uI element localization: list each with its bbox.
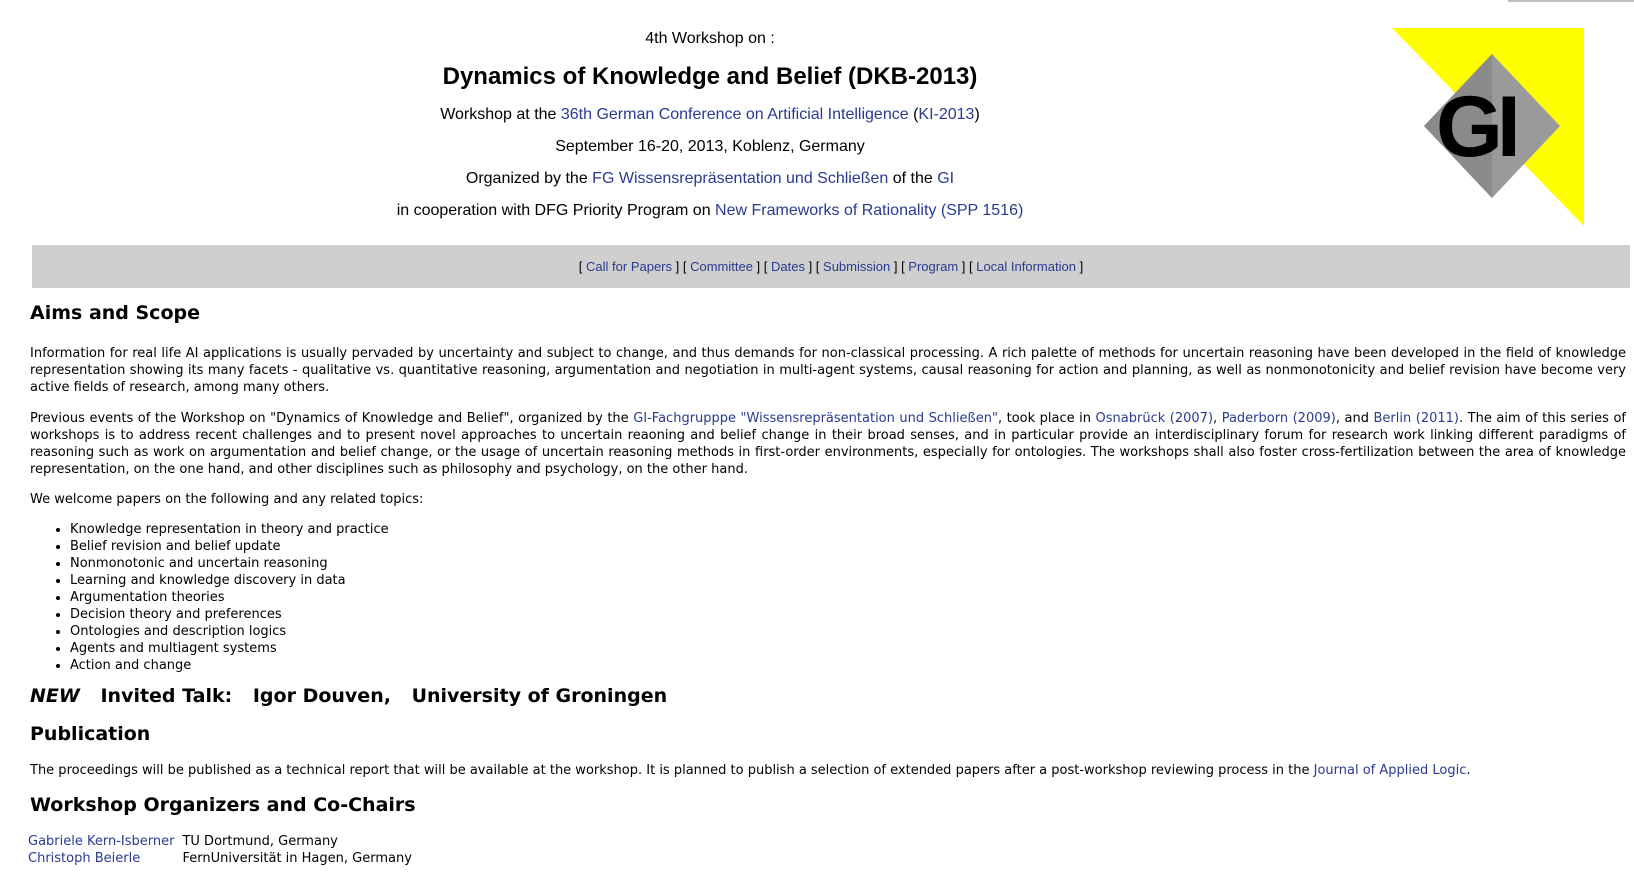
organizer-affiliation: FernUniversität in Hagen, Germany [182, 851, 412, 866]
publication-heading: Publication [30, 723, 151, 745]
organizer-name-cell [28, 833, 182, 850]
top-edge-line [1508, 0, 1634, 2]
table-row [28, 850, 420, 867]
organizers-heading: Workshop Organizers and Co-Chairs [30, 794, 416, 816]
conference-link[interactable]: 36th German Conference on Artificial Intelligence [560, 106, 909, 123]
p2-text-c: , [1213, 411, 1222, 426]
organizer-mid: of the [888, 170, 938, 187]
topics-intro: We welcome papers on the following and any related topics: [30, 492, 424, 507]
invited-talk [30, 685, 668, 707]
list-item: • Belief revision and belief update [70, 538, 389, 555]
p2-text-a: Previous events of the Workshop on "Dynamics of Knowledge and Belief", organized by the [30, 411, 634, 426]
list-item: • Nonmonotonic and uncertain reasoning [70, 555, 389, 572]
nav-program[interactable]: Program [908, 259, 959, 274]
table-row [28, 833, 420, 850]
conference-prefix: Workshop at the [440, 106, 561, 123]
nav-submission[interactable]: Submission [823, 259, 891, 274]
aims-paragraph-2 [30, 410, 1626, 478]
main-nav: [ Call for Papers ] [ Committee ] [ Dates ] [ Submission ] [ Program ] [ Local Information ] [32, 245, 1630, 288]
organizers-table [28, 833, 420, 867]
conference-paren-close: ) [974, 106, 980, 123]
publication-body: The proceedings will be published as a technical report that will be available at the workshop. It is planned to publish a selection of extended papers after a post-workshop reviewing process in the [30, 763, 1314, 778]
nav-call-for-papers[interactable]: Call for Papers [586, 259, 673, 274]
invited-label: Invited Talk: [100, 685, 233, 707]
invited-speaker: Igor Douven, [252, 685, 391, 707]
nav-committee[interactable]: Committee [690, 259, 753, 274]
logo-text: GI [1436, 79, 1515, 175]
ki2013-link[interactable]: KI-2013 [918, 106, 975, 123]
organizer-name-cell [28, 850, 182, 867]
osnabrueck-link[interactable]: Osnabrück (2007) [1095, 411, 1214, 426]
nav-dates[interactable]: Dates [771, 259, 805, 274]
list-item: • Ontologies and description logics [70, 623, 389, 640]
list-item: • Agents and multiagent systems [70, 640, 389, 657]
new-badge: NEW [30, 685, 80, 707]
organizer-line [0, 170, 1420, 188]
cooperation-prefix: in cooperation with DFG Priority Program on [396, 202, 716, 219]
list-item: • Learning and knowledge discovery in data [70, 572, 389, 589]
topics-list [30, 521, 389, 674]
gi-link[interactable]: GI [937, 170, 955, 187]
list-item: • Decision theory and preferences [70, 606, 389, 623]
organizer-affiliation: TU Dortmund, Germany [182, 834, 338, 849]
fg-link[interactable]: FG Wissensrepräsentation und Schließen [592, 170, 889, 187]
workshop-ordinal: 4th Workshop on : [645, 30, 775, 47]
page-title: Dynamics of Knowledge and Belief (DKB-2013) [442, 63, 978, 90]
aims-heading: Aims and Scope [30, 302, 200, 324]
fachgruppe-link[interactable]: GI-Fachgrupppe "Wissensrepräsentation und Schließen" [633, 411, 998, 426]
p2-text-b: , took place in [997, 411, 1096, 426]
berlin-link[interactable]: Berlin (2011) [1373, 411, 1459, 426]
date-location: September 16-20, 2013, Koblenz, Germany [555, 138, 865, 155]
journal-link[interactable]: Journal of Applied Logic [1313, 763, 1467, 778]
p2-text-e: . The aim of this series of workshops is to address recent challenges and to present novel approaches to uncertain reaoning and belief change in their broad senses, and in particular provide an interdisciplinary forum for research work linking different paradigms of reasoning such as work on argumentation and belief change, or the usage of uncertain reasoning methods in first-order environments, especially for ontologies. The workshops shall also foster cross-fertilization between the area of knowledge representation, on the one hand, and other disciplines such as philosophy and psychology, on the other hand. [30, 411, 1626, 477]
nav-local-information[interactable]: Local Information [976, 259, 1076, 274]
list-item: • Action and change [70, 657, 389, 674]
paderborn-link[interactable]: Paderborn (2009) [1221, 411, 1336, 426]
list-item: • Argumentation theories [70, 589, 389, 606]
conference-paren-open: ( [908, 106, 919, 123]
organizer-link[interactable]: Gabriele Kern-Isberner [28, 834, 175, 849]
publication-end: . [1466, 763, 1471, 778]
organizer-prefix: Organized by the [465, 170, 593, 187]
publication-text [30, 762, 1471, 779]
spp-link[interactable]: New Frameworks of Rationality (SPP 1516) [715, 202, 1024, 219]
list-item: • Knowledge representation in theory and practice [70, 521, 389, 538]
invited-affiliation: University of Groningen [411, 685, 668, 707]
aims-paragraph-1: Information for real life AI applications is usually pervaded by uncertainty and subject to change, and thus demands for non-classical processing. A rich palette of methods for uncertain reasoning have been developed in the field of knowledge representation showing its many facets - qualitative vs. quantitative reasoning, argumentation and negotiation in multi-agent systems, causal reasoning for action and planning, as well as nonmonotonicity and belief revision have become very active fields of research, among many others. [30, 346, 1626, 395]
gi-logo[interactable] [1392, 28, 1592, 228]
conference-line [0, 106, 1420, 124]
p2-text-d: , and [1335, 411, 1374, 426]
gi-logo-graphic [1392, 28, 1592, 228]
organizer-link[interactable]: Christoph Beierle [28, 851, 141, 866]
cooperation-line [0, 202, 1420, 220]
